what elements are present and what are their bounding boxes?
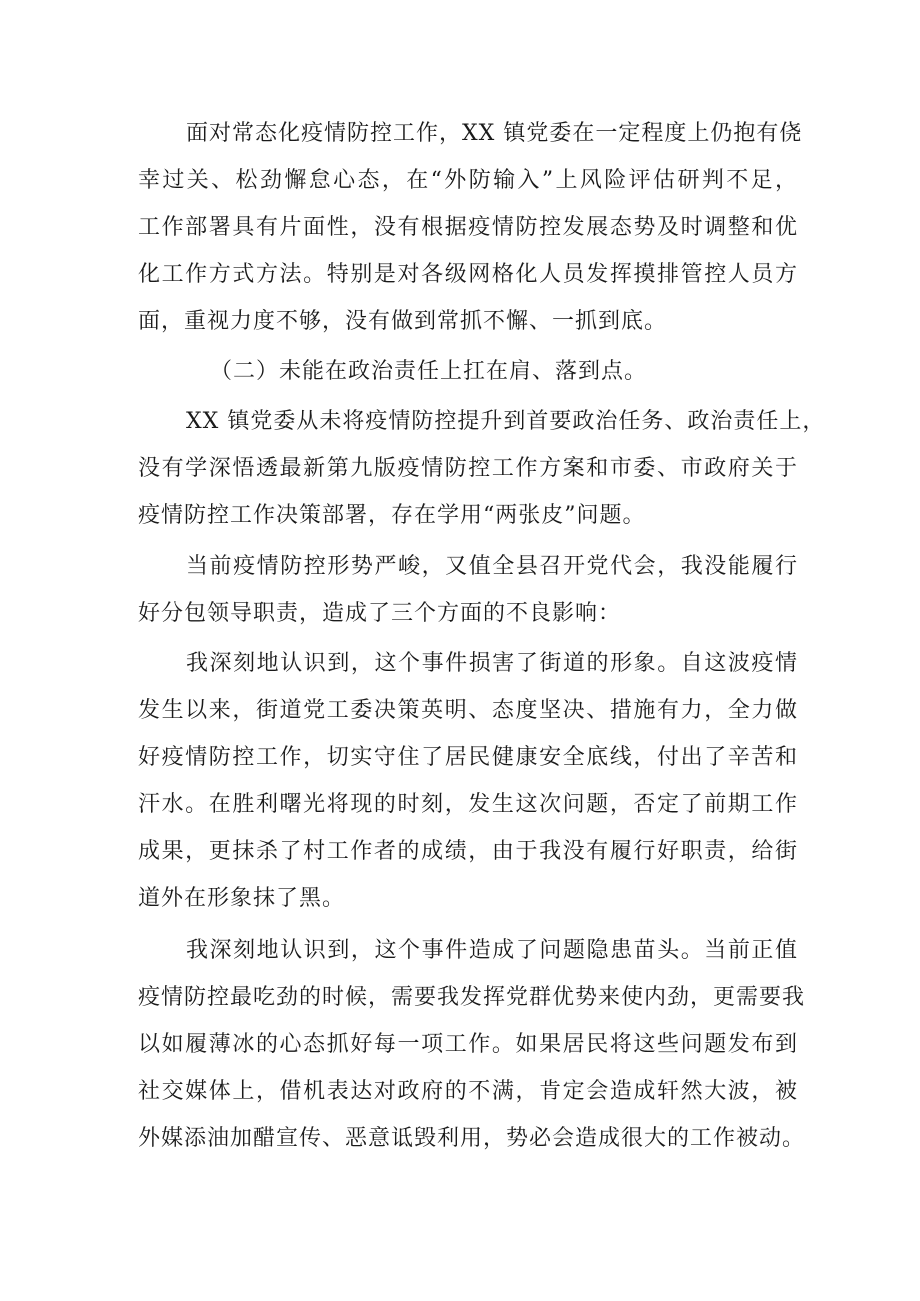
paragraph-6-line-1: 我深刻地认识到，这个事件造成了问题隐患苗头。当前正值 (186, 938, 798, 963)
paragraph-1-line-3: 工作部署具有片面性，没有根据疫情防控发展态势及时调整和优 (138, 215, 798, 240)
paragraph-5-line-4: 汗水。在胜利曙光将现的时刻，发生这次问题，否定了前期工作 (138, 792, 798, 817)
paragraph-1-line-1: 面对常态化疫情防控工作，XX 镇党委在一定程度上仍抱有侥 (186, 121, 803, 146)
paragraph-3-line-2: 没有学深悟透最新第九版疫情防控工作方案和市委、市政府关于 (138, 456, 798, 481)
paragraph-5-line-1: 我深刻地认识到，这个事件损害了街道的形象。自这波疫情 (186, 651, 798, 676)
paragraph-5-line-6: 道外在形象抹了黑。 (138, 886, 346, 911)
paragraph-6-line-4: 社交媒体上，借机表达对政府的不满，肯定会造成轩然大波，被 (138, 1079, 798, 1104)
paragraph-6-line-3: 以如履薄冰的心态抓好每一项工作。如果居民将这些问题发布到 (138, 1032, 798, 1057)
paragraph-3-line-3: 疫情防控工作决策部署，存在学用“两张皮”问题。 (138, 503, 646, 528)
paragraph-3-line-1: XX 镇党委从未将疫情防控提升到首要政治任务、政治责任上， (186, 409, 826, 434)
paragraph-1-line-2: 幸过关、松劲懈怠心态，在“外防输入”上风险评估研判不足， (138, 168, 798, 193)
paragraph-6-line-5: 外媒添油加醋宣传、恶意诋毁利用，势必会造成很大的工作被动。 (138, 1126, 806, 1151)
paragraph-5-line-5: 成果，更抹杀了村工作者的成绩，由于我没有履行好职责，给街 (138, 839, 798, 864)
paragraph-1-line-5: 面，重视力度不够，没有做到常抓不懈、一抓到底。 (138, 309, 668, 334)
paragraph-1-line-4: 化工作方式方法。特别是对各级网格化人员发挥摸排管控人员方 (138, 262, 798, 287)
paragraph-5-line-3: 好疫情防控工作，切实守住了居民健康安全底线，付出了辛苦和 (138, 745, 798, 770)
paragraph-6-line-2: 疫情防控最吃劲的时候，需要我发挥党群优势来使内劲，更需要我 (138, 985, 806, 1010)
paragraph-4-line-1: 当前疫情防控形势严峻，又值全县召开党代会，我没能履行 (186, 554, 798, 579)
section-heading: （二）未能在政治责任上扛在肩、落到点。 (210, 359, 648, 384)
paragraph-5-line-2: 发生以来，街道党工委决策英明、态度坚决、措施有力，全力做 (138, 698, 798, 723)
paragraph-4-line-2: 好分包领导职责，造成了三个方面的不良影响： (138, 601, 622, 626)
